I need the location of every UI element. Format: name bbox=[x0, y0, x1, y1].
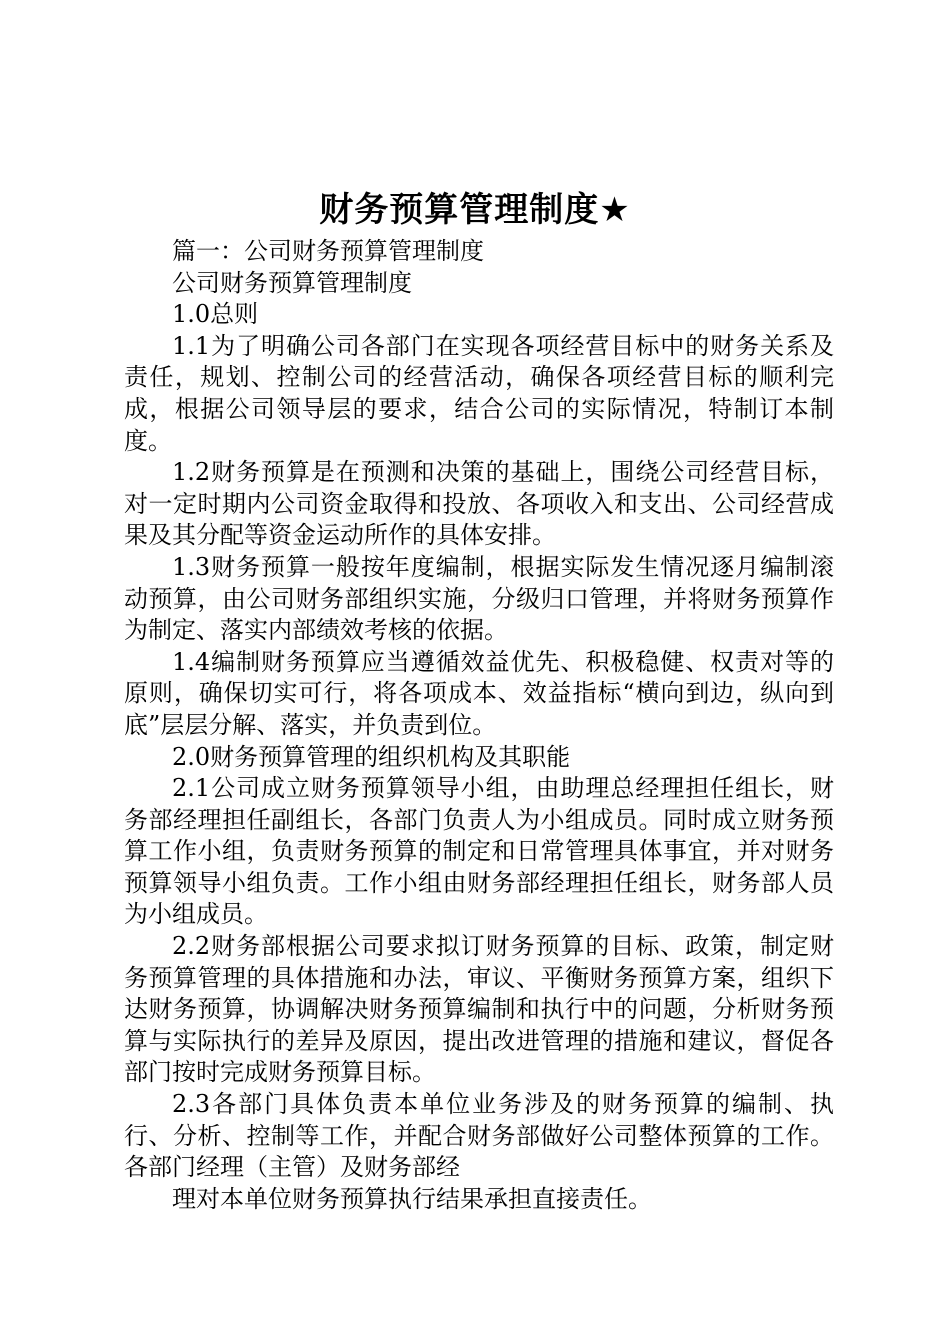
clause-paragraph: 1.3财务预算一般按年度编制，根据实际发生情况逐月编制滚动预算，由公司财务部组织实施，分级归口管理，并将财务预算作为制定、落实内部绩效考核的依据。 bbox=[124, 552, 834, 645]
clause-paragraph: 理对本单位财务预算执行结果承担直接责任。 bbox=[172, 1184, 652, 1213]
clause-heading: 2.0财务预算管理的组织机构及其职能 bbox=[172, 742, 571, 771]
section-heading: 公司财务预算管理制度 bbox=[172, 268, 412, 297]
chapter-heading: 篇一：公司财务预算管理制度 bbox=[172, 237, 484, 265]
clause-paragraph: 2.2财务部根据公司要求拟订财务预算的目标、政策，制定财务预算管理的具体措施和办法，审议、平衡财务预算方案，组织下达财务预算，协调解决财务预算编制和执行中的问题，分析财务预算与实际执行的差异及原因，提出改进管理的措施和建议，督促各部门按时完成财务预算目标。 bbox=[124, 932, 834, 1087]
clause-paragraph: 1.4编制财务预算应当遵循效益优先、积极稳健、权责对等的原则，确保切实可行，将各项成本、效益指标“横向到边，纵向到底”层层分解、落实，并负责到位。 bbox=[124, 647, 834, 739]
clause-heading: 1.0总则 bbox=[172, 300, 259, 329]
document-body bbox=[124, 236, 834, 1215]
clause-paragraph: 1.1为了明确公司各部门在实现各项经营目标中的财务关系及责任，规划、控制公司的经营活动，确保各项经营目标的顺利完成，根据公司领导层的要求，结合公司的实际情况，特制订本制度。 bbox=[124, 331, 834, 455]
clause-paragraph: 1.2财务预算是在预测和决策的基础上，围绕公司经营目标，对一定时期内公司资金取得和投放、各项收入和支出、公司经营成果及其分配等资金运动所作的具体安排。 bbox=[124, 458, 834, 550]
clause-paragraph: 2.3各部门具体负责本单位业务涉及的财务预算的编制、执行、分析、控制等工作，并配合财务部做好公司整体预算的工作。各部门经理（主管）及财务部经 bbox=[124, 1090, 834, 1182]
clause-paragraph: 2.1公司成立财务预算领导小组，由助理总经理担任组长，财务部经理担任副组长，各部门负责人为小组成员。同时成立财务预算工作小组，负责财务预算的制定和日常管理具体事宜，并对财务预算领导小组负责。工作小组由财务部经理担任组长，财务部人员为小组成员。 bbox=[124, 774, 834, 929]
document-title: 财务预算管理制度★ bbox=[319, 190, 631, 230]
